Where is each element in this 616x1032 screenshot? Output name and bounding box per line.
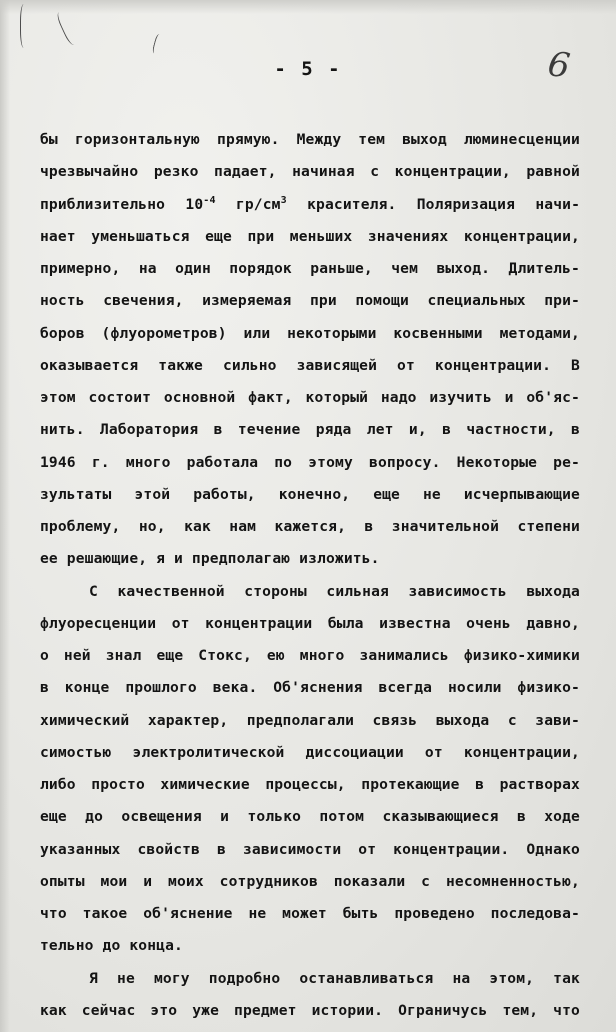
text-segment: ность свечения, измеряемая при помощи специальных при- — [40, 292, 580, 310]
text-segment: опыты мои и моих сотрудников показали с несомненностью, — [40, 872, 580, 890]
text-segment: что такое об'яснение не может быть проведено последова- — [40, 905, 580, 922]
text-segment: о ней знал еще Стокс, ею много занимались физико-химики — [40, 647, 580, 664]
text-segment: С качественной стороны сильная зависимость выхода — [89, 582, 580, 600]
text-line — [40, 737, 580, 769]
text-line — [40, 253, 580, 285]
superscript: -4 — [203, 194, 216, 206]
scratch-mark — [20, 4, 29, 48]
text-line — [40, 414, 580, 446]
text-segment: еще до освещения и только потом сказывающиеся в ходе — [40, 808, 580, 826]
text-line — [40, 156, 580, 188]
text-line — [40, 189, 580, 221]
text-line — [40, 834, 580, 866]
text-line — [40, 447, 580, 479]
text-segment: нить. Лаборатория в течение ряда лет и, в частности, в — [40, 421, 580, 439]
text-line — [40, 221, 580, 253]
handwritten-page-mark: 6 — [545, 44, 573, 87]
text-line — [40, 608, 580, 640]
text-line — [40, 479, 580, 511]
text-segment: оказывается также сильно зависящей от концентрации. В — [40, 356, 580, 374]
text-segment: 1946 г. много работала по этому вопросу. Некоторые ре- — [40, 453, 580, 471]
scratch-mark — [152, 33, 164, 54]
text-line — [40, 930, 580, 962]
text-line — [40, 801, 580, 833]
text-line — [40, 511, 580, 543]
text-segment: флуоресценции от концентрации была известна очень давно, — [40, 614, 580, 632]
text-segment: химический характер, предполагали связь выхода с зави- — [40, 711, 580, 729]
text-line — [40, 995, 580, 1027]
text-segment: примерно, на один порядок раньше, чем выход. Длитель- — [40, 260, 580, 277]
text-segment: приблизительно 10 — [40, 195, 204, 213]
text-segment: либо просто химические процессы, протекающие в растворах — [40, 776, 580, 793]
text-line — [40, 672, 580, 704]
text-line — [40, 350, 580, 382]
text-segment: проблему, но, как нам кажется, в значительной степени — [40, 518, 580, 535]
text-line — [40, 705, 580, 737]
text-line — [40, 576, 580, 608]
text-segment: боров (флуорометров) или некоторыми косвенными методами, — [40, 324, 580, 342]
text-line — [40, 382, 580, 414]
text-line — [40, 963, 580, 995]
text-line — [40, 318, 580, 350]
text-segment: нает уменьшаться еще при меньших значениях концентрации, — [40, 227, 580, 245]
text-line — [40, 124, 580, 156]
text-line — [40, 769, 580, 801]
text-segment: Я не могу подробно останавливаться на этом, так — [89, 969, 580, 987]
text-segment: бы горизонтальную прямую. Между тем выход люминесценции — [40, 131, 580, 148]
scratch-mark — [55, 9, 80, 46]
text-segment: как сейчас это уже предмет истории. Ограничусь тем, что — [40, 1001, 580, 1019]
text-segment: этом состоит основной факт, который надо изучить и об'яс- — [40, 389, 580, 406]
text-segment: тельно до конца. — [40, 937, 183, 955]
text-segment: зультаты этой работы, конечно, еще не исчерпывающие — [40, 485, 580, 503]
text-segment: гр/см — [215, 195, 281, 213]
text-segment: в конце прошлого века. Об'яснения всегда носили физико- — [40, 679, 580, 697]
superscript: 3 — [280, 194, 287, 206]
text-line — [40, 898, 580, 930]
text-segment: чрезвычайно резко падает, начиная с концентрации, равной — [40, 163, 580, 181]
text-line — [40, 640, 580, 672]
text-segment: указанных свойств в зависимости от концентрации. Однако — [40, 840, 580, 858]
text-segment: ее решающие, я и предполагаю изложить. — [40, 550, 380, 568]
text-line — [40, 866, 580, 898]
page-number: - 5 - — [274, 58, 342, 80]
scan-shadow-left — [0, 0, 10, 1032]
text-segment: красителя. Поляризация начи- — [286, 195, 580, 213]
text-segment: симостью электролитической диссоциации от концентрации, — [40, 743, 580, 761]
text-line — [40, 543, 580, 575]
text-line — [40, 285, 580, 317]
scan-shadow-top — [0, 0, 616, 14]
body-text — [40, 124, 580, 1027]
